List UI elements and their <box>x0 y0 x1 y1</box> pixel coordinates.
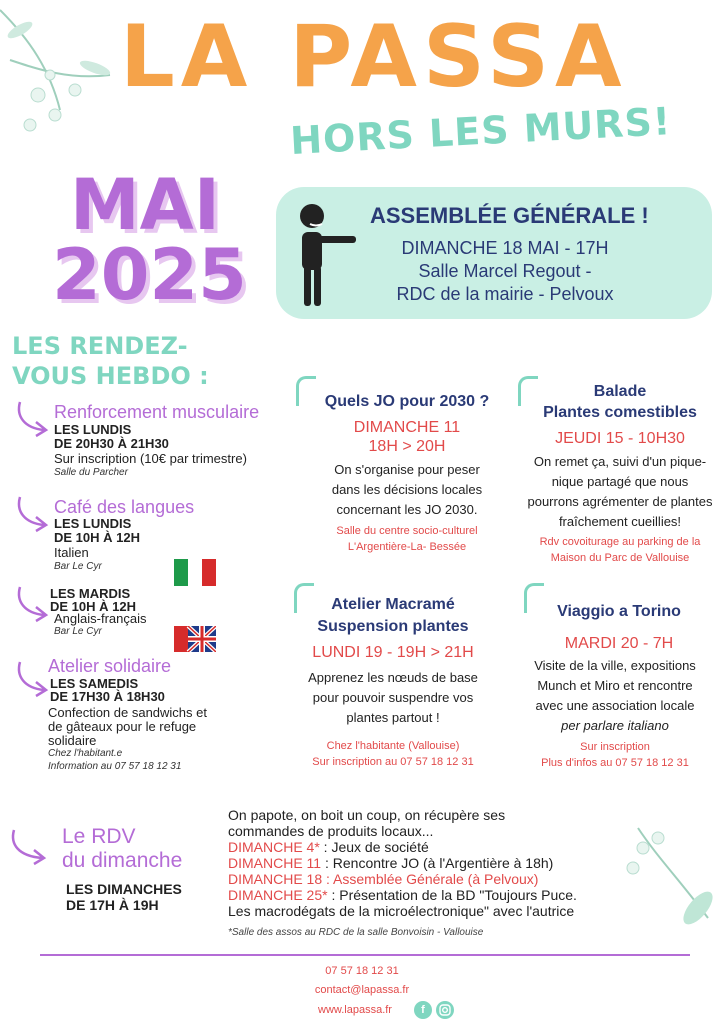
balade-date: JEUDI 15 - 10H30 <box>555 430 685 447</box>
torino-date: MARDI 20 - 7H <box>564 635 674 652</box>
macrame-date: LUNDI 19 - 19H > 21H <box>312 644 474 661</box>
solidaire-info: Information au 07 57 18 12 31 <box>48 761 182 772</box>
balade-desc-3: pourrons agrémenter de plantes <box>527 494 713 509</box>
dimanche-when-2: DE 17H À 19H <box>66 897 159 913</box>
solidaire-place: Chez l'habitant.e <box>48 748 123 759</box>
dimanche-item-4: DIMANCHE 25* : Présentation de la BD "Toujours Puce. <box>228 887 577 903</box>
jo-desc-1: On s'organise pour peser <box>334 462 480 477</box>
renforcement-text: Sur inscription (10€ par trimestre) <box>54 451 247 466</box>
macrame-desc-3: plantes partout ! <box>346 710 440 725</box>
torino-place-2: Plus d'infos au 07 57 18 12 31 <box>541 757 689 769</box>
dimanche-intro-1: On papote, on boit un coup, on récupère ses <box>228 807 506 823</box>
balade-title-1: Balade <box>593 383 647 400</box>
footer-email[interactable]: contact@lapassa.fr <box>314 984 410 996</box>
solidaire-text-3: solidaire <box>48 733 97 748</box>
footer-website[interactable]: www.lapassa.fr <box>318 1004 392 1016</box>
balade-place-1: Rdv covoiturage au parking de la <box>539 536 701 548</box>
cafe-when-1: LES LUNDIS <box>54 516 132 531</box>
rdv-hebdo-heading-2: VOUS HEBDO : <box>12 362 209 390</box>
torino-desc-1: Visite de la ville, expositions <box>534 658 696 673</box>
arrow-icon <box>14 495 54 535</box>
renforcement-when-2: DE 20H30 À 21H30 <box>54 436 169 451</box>
assemblee-line-2: Salle Marcel Regout - <box>418 261 592 281</box>
jo-title: Quels JO pour 2030 ? <box>324 393 490 410</box>
solidaire-text-2: de gâteaux pour le refuge <box>48 719 197 734</box>
assemblee-line-1: DIMANCHE 18 MAI - 17H <box>401 238 609 258</box>
dimanche-heading-2: du dimanche <box>62 849 183 872</box>
balade-desc-4: fraîchement cueillies! <box>558 514 682 529</box>
solidaire-title: Atelier solidaire <box>48 656 172 676</box>
balade-place-2: Maison du Parc de Vallouise <box>550 552 690 564</box>
arrow-icon <box>14 585 54 625</box>
macrame-title-1: Atelier Macramé <box>331 596 455 613</box>
jo-desc-2: dans les décisions locales <box>331 482 483 497</box>
torino-desc-2: Munch et Miro et rencontre <box>537 678 693 693</box>
cafe-when-4: DE 10H À 12H <box>50 599 136 614</box>
rdv-hebdo-heading-1: LES RENDEZ- <box>12 332 188 360</box>
italy-flag-icon <box>174 559 216 586</box>
flower-decoration-bottom-right <box>618 818 724 934</box>
dimanche-item-1: DIMANCHE 4* : Jeux de société <box>228 839 429 855</box>
footer-separator <box>40 954 690 956</box>
renforcement-place: Salle du Parcher <box>54 467 128 478</box>
footer-phone[interactable]: 07 57 18 12 31 <box>325 965 399 977</box>
torino-desc-3: avec une association locale <box>535 698 695 713</box>
cafe-when-3: LES MARDIS <box>50 586 131 601</box>
macrame-place-1: Chez l'habitante (Vallouise) <box>326 740 460 752</box>
france-uk-flag-icon <box>174 626 216 652</box>
instagram-icon[interactable] <box>436 1001 454 1019</box>
renforcement-when-1: LES LUNDIS <box>54 422 132 437</box>
page-subtitle: HORS LES MURS! <box>289 99 673 163</box>
dimanche-heading-1: Le RDV <box>62 825 136 848</box>
jo-date-1: DIMANCHE 11 <box>353 419 461 436</box>
dimanche-item-cont: Les macrodégats de la microélectronique" avec l'autrice <box>228 903 575 919</box>
flower-decoration-top-left <box>0 0 130 150</box>
dimanche-when-1: LES DIMANCHES <box>66 881 182 897</box>
dimanche-note: *Salle des assos au RDC de la salle Bonvoisin - Vallouise <box>228 927 484 938</box>
cafe-place-1: Bar Le Cyr <box>54 561 102 572</box>
jo-date-2: 18H > 20H <box>368 438 446 455</box>
jo-place-1: Salle du centre socio-culturel <box>336 525 478 537</box>
year-label: 2025 <box>52 234 247 316</box>
jo-place-2: L'Argentière-La- Bessée <box>347 541 467 553</box>
macrame-desc-1: Apprenez les nœuds de base <box>308 670 478 685</box>
solidaire-text-1: Confection de sandwichs et <box>48 705 207 720</box>
macrame-place-2: Sur inscription au 07 57 18 12 31 <box>312 756 474 768</box>
assemblee-line-3: RDC de la mairie - Pelvoux <box>396 284 614 304</box>
facebook-icon[interactable]: f <box>414 1001 432 1019</box>
torino-title: Viaggio a Torino <box>557 603 681 620</box>
solidaire-when-1: LES SAMEDIS <box>50 676 139 691</box>
balade-desc-1: On remet ça, suivi d'un pique- <box>533 454 707 469</box>
torino-desc-italic: per parlare italiano <box>561 718 669 733</box>
torino-place-1: Sur inscription <box>580 741 650 753</box>
dimanche-item-3: DIMANCHE 18 : Assemblée Générale (à Pelvoux) <box>228 871 539 887</box>
dimanche-item-2: DIMANCHE 11 : Rencontre JO (à l'Argentière à 18h) <box>228 855 554 871</box>
macrame-desc-2: pour pouvoir suspendre vos <box>312 690 474 705</box>
dimanche-intro-2: commandes de produits locaux... <box>228 823 434 839</box>
cafe-place-2: Bar Le Cyr <box>54 626 102 637</box>
cafe-lang-2: Anglais-français <box>54 611 147 626</box>
assemblee-title: ASSEMBLÉE GÉNÉRALE ! <box>370 203 649 228</box>
cafe-title: Café des langues <box>54 497 195 517</box>
cafe-lang-1: Italien <box>54 545 89 560</box>
arrow-icon <box>14 400 54 440</box>
page-title: LA PASSA <box>120 7 628 107</box>
solidaire-when-2: DE 17H30 À 18H30 <box>50 689 165 704</box>
balade-desc-2: nique partagé que nous <box>551 474 689 489</box>
macrame-title-2: Suspension plantes <box>317 618 469 635</box>
cafe-when-2: DE 10H À 12H <box>54 530 140 545</box>
arrow-icon <box>8 828 54 868</box>
presenter-icon <box>292 200 364 310</box>
month-label: MAI <box>70 164 220 246</box>
balade-title-2: Plantes comestibles <box>543 404 697 421</box>
jo-desc-3: concernant les JO 2030. <box>336 502 478 517</box>
renforcement-title: Renforcement musculaire <box>54 402 260 422</box>
